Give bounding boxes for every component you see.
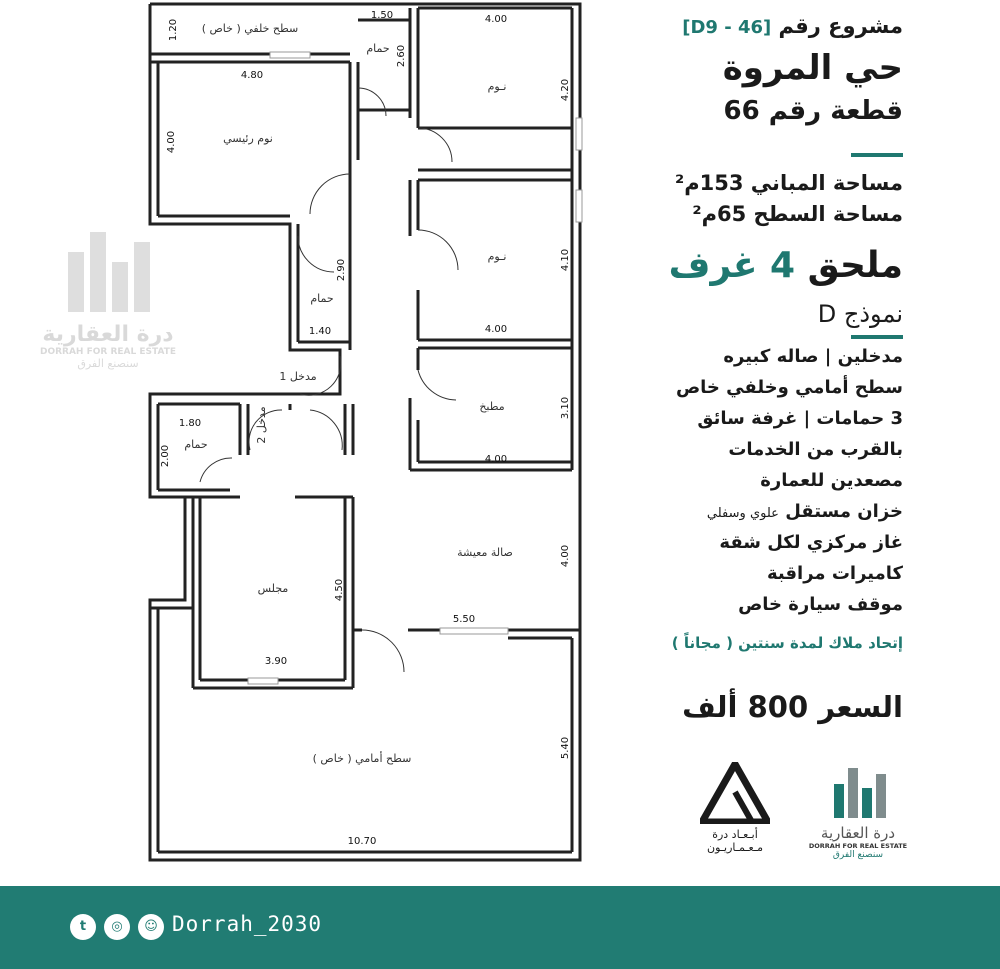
dim-label: 2.90 [336,258,347,282]
dim-label: 3.90 [264,656,288,667]
dim-label: 4.00 [484,324,508,335]
dorrah-logo-icon [828,762,888,820]
room-label-bedroom-1: نـوم [487,80,507,93]
social-handle[interactable]: Dorrah_2030 [172,912,323,936]
brand-name-en: DORRAH FOR REAL ESTATE [808,842,908,850]
feature-line: بالقرب من الخدمات [728,439,903,460]
district-title: حي المروة [722,48,903,88]
brand-slogan: سنصنع الفرق [832,850,884,860]
dim-label: 2.60 [396,44,407,68]
dim-label: 2.00 [160,444,171,468]
annex-label: ملحق [807,245,903,286]
feature-tank-suffix: علوي وسفلي [706,506,779,521]
feature-line-tank [707,501,903,522]
watermark-slogan: سنصنع الفرق [77,357,139,370]
project-code-badge: [D9 - 46] [682,17,772,38]
dim-label: 1.20 [168,18,179,42]
feature-line: موقف سيارة خاص [738,594,903,615]
project-number-line [682,14,903,38]
project-number-label: مشروع رقم [778,14,903,38]
feature-line: 3 حمامات | غرفة سائق [697,408,903,429]
room-label-bath-middle: حمام [310,292,334,305]
annex-rooms: 4 غرف [668,245,796,286]
room-label-majlis: مجلس [257,582,289,595]
room-label-bath-driver: حمام [184,438,208,451]
snapchat-icon[interactable]: ☺ [138,914,164,940]
annex-headline [669,245,903,286]
dim-label: 4.00 [484,14,508,25]
footer-bar [0,886,1000,969]
watermark-name-ar: درة العقارية [42,322,174,347]
room-label-front-roof: سطح أمامي ( خاص ) [312,752,412,765]
price: السعر 800 ألف [682,690,903,724]
roof-area: مساحة السطح 65م² [692,202,903,226]
dim-label: 5.40 [560,736,571,760]
feature-tank: خزان مستقل [785,501,903,522]
room-label-bath-top: حمام [366,42,390,55]
room-label-bedroom-2: نـوم [487,250,507,263]
plot-title: قطعة رقم 66 [723,96,903,126]
dim-label: 4.80 [240,70,264,81]
instagram-icon[interactable]: ◎ [104,914,130,940]
divider-bar [851,335,903,339]
dim-label: 1.40 [308,326,332,337]
twitter-icon[interactable]: t [70,914,96,940]
triangle-logo-icon [700,762,770,824]
room-label-entry-2: مدخل 2 [255,406,268,444]
dim-label: 10.70 [347,836,377,847]
partner-line1: أبـعـاد درة [712,828,758,841]
watermark-name-en: DORRAH FOR REAL ESTATE [39,347,176,357]
dim-label: 1.80 [178,418,202,429]
dim-label: 4.20 [560,78,571,102]
owners-union-note: إتحاد ملاك لمدة سنتين ( مجاناً ) [671,634,903,652]
dim-label: 3.10 [560,396,571,420]
room-label-back-roof: سطح خلفي ( خاص ) [201,22,299,35]
room-label-kitchen: مطبخ [479,400,505,413]
model-label: نموذج D [817,300,903,328]
dim-label: 1.50 [370,10,394,21]
partner-line2: مـعـمـاريـون [707,841,763,854]
outer-wall [150,4,580,860]
dim-label: 4.00 [560,544,571,568]
room-label-master-bedroom: نوم رئيسي [223,132,273,145]
watermark-logo [28,222,188,392]
divider-bar [851,153,903,157]
dim-label: 4.50 [334,578,345,602]
dim-label: 4.00 [484,454,508,465]
feature-line: مدخلين | صاله كبيره [723,346,903,367]
brand-name-ar: درة العقارية [820,824,896,842]
dim-label: 5.50 [452,614,476,625]
feature-line: سطح أمامي وخلفي خاص [675,377,903,398]
partner-logo [690,762,780,862]
building-area: مساحة المباني 153م² [675,171,903,195]
feature-line: كاميرات مراقبة [766,563,903,584]
brand-logo [808,762,908,872]
room-label-entry-1: مدخل 1 [279,370,317,383]
feature-line: مصعدين للعمارة [760,470,903,491]
feature-line: غاز مركزي لكل شقة [719,532,903,553]
dim-label: 4.10 [560,248,571,272]
dim-label: 4.00 [166,130,177,154]
room-label-living: صالة معيشة [457,546,513,559]
